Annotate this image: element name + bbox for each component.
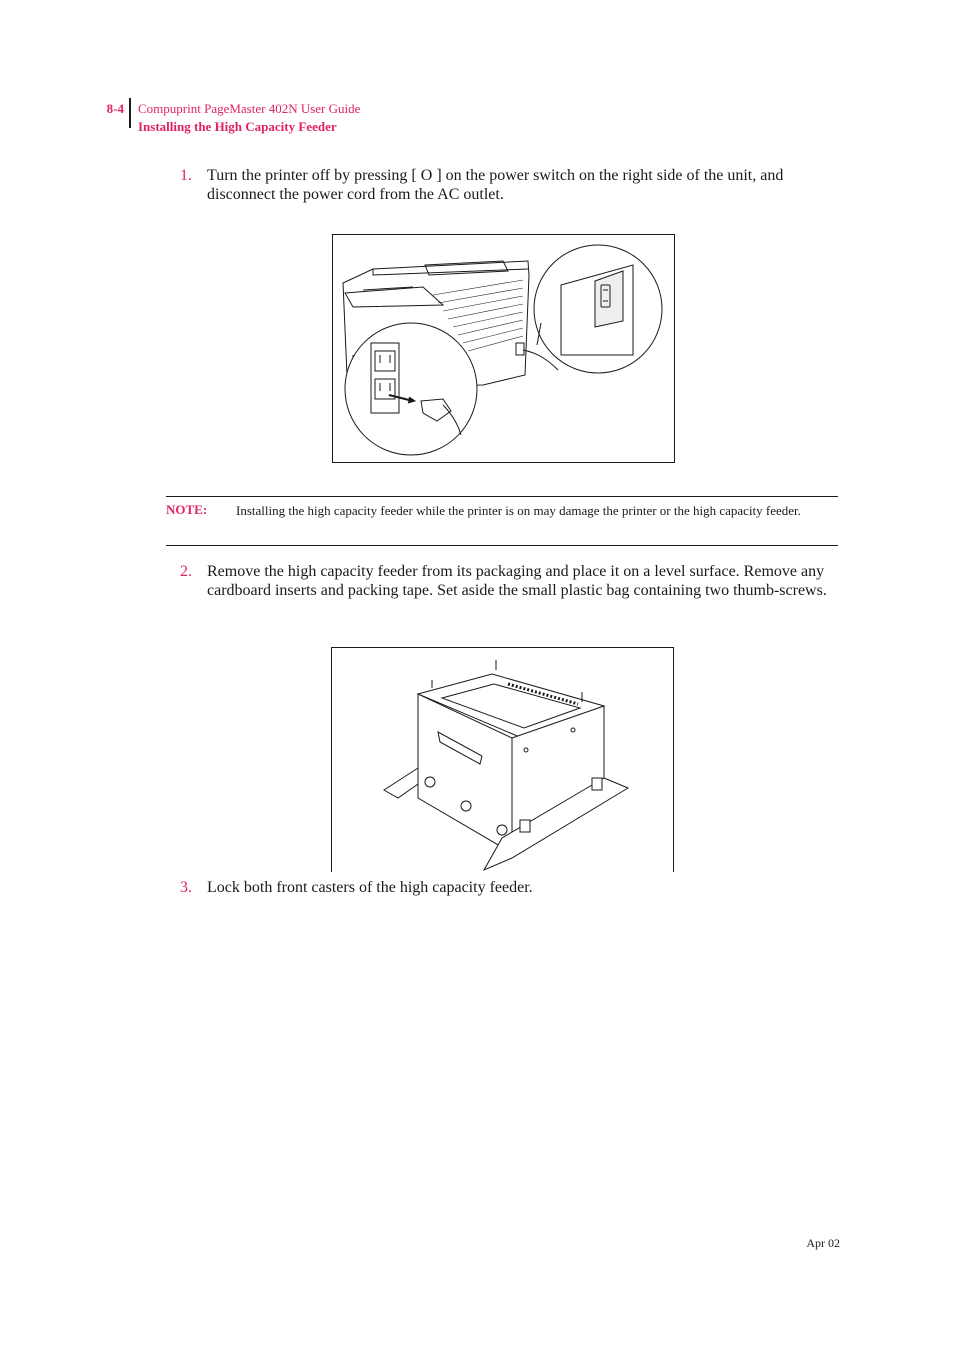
step-text: Lock both front casters of the high capacity feeder. [207,879,533,896]
step-number: 3. [180,879,192,896]
feeder-figure [331,647,674,872]
note-label: NOTE: [166,502,208,517]
step-number: 2. [180,563,192,580]
section-title: Installing the High Capacity Feeder [138,119,337,134]
page-number: 8-4 [106,101,124,116]
footer-date: Apr 02 [806,1236,840,1250]
step-text: Turn the printer off by pressing [ O ] on the power switch on the right side of the unit, and disconnect the power cord from the AC outlet. [207,167,784,203]
printer-power-figure [332,234,675,463]
step-text: Remove the high capacity feeder from its packaging and place it on a level surface. Remove any cardboard inserts and packing tape. Set aside the small plastic bag containing two thumb-screws. [207,563,827,599]
note-text: Installing the high capacity feeder while the printer is on may damage the printer or the high capacity feeder. [236,503,801,518]
header-divider [129,98,131,128]
step-number: 1. [180,167,192,184]
note-box [166,496,838,546]
guide-title: Compuprint PageMaster 402N User Guide [138,101,361,116]
